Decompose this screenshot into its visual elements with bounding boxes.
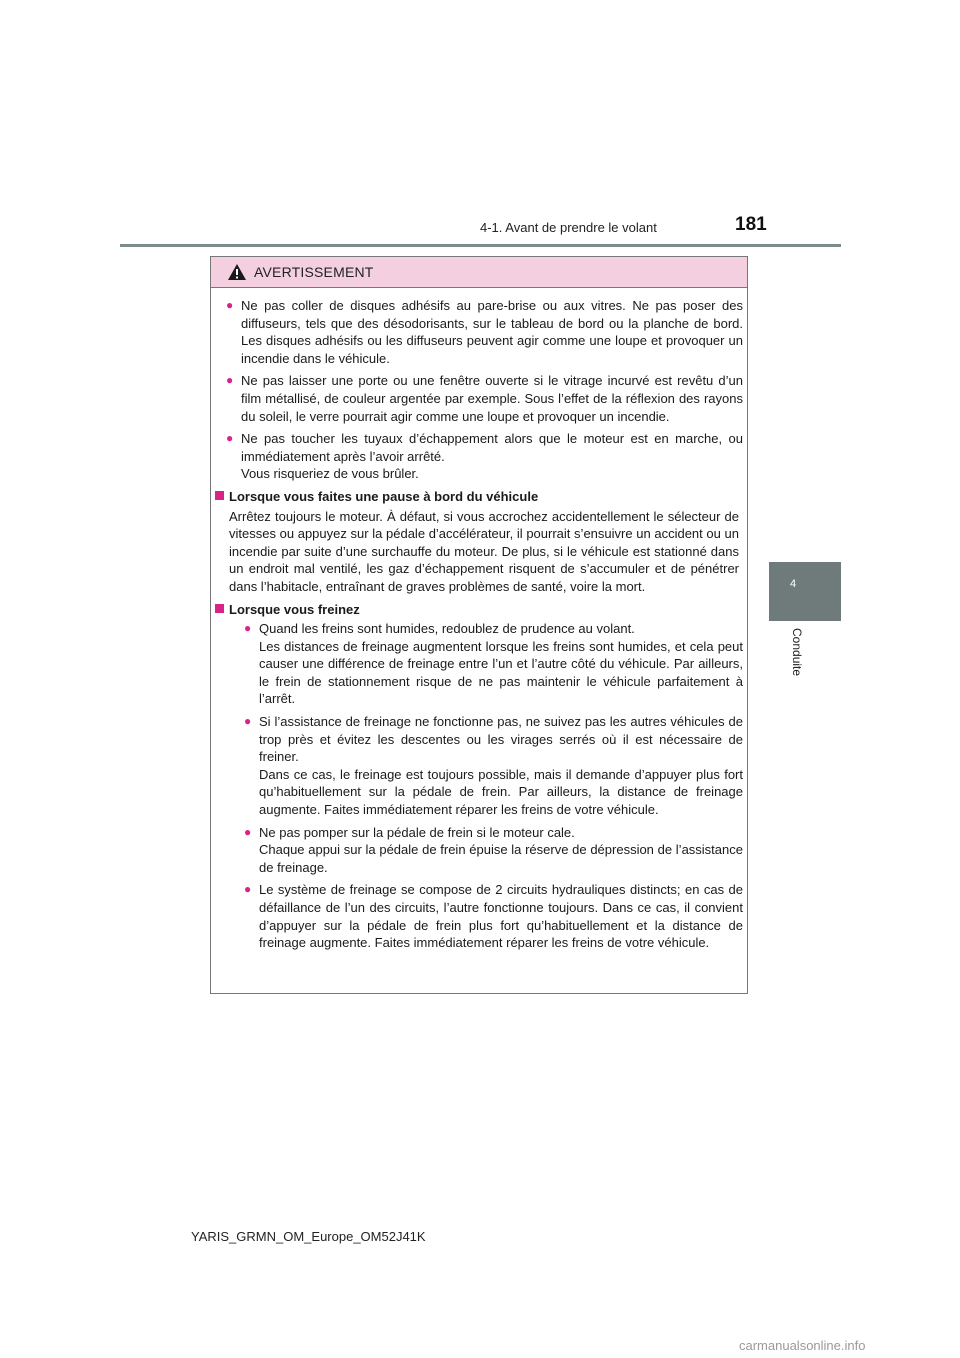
list-item: ● Quand les freins sont humides, redoublez de prudence au volant. Les distances de freinage augmentent lorsque les freins sont humides, et cela peut causer une différence de freinage entre l’un et l’autre côté du véhicule. Par ailleurs, le frein de stationnement risque de ne pas maintenir le véhicule parfaitement à l’arrêt.: [244, 621, 743, 707]
list-item: ● Si l’assistance de freinage ne fonctionne pas, ne suivez pas les autres véhicules de trop près et évitez les descentes ou les virages serrés où il est nécessaire de freiner. Dans ce cas, le freinage est toujours possible, mais il demande d’appuyer plus fort qu’habituellement sur la pédale de frein. Par ailleurs, la distance de freinage augmente. Faites immédiatement réparer les freins de votre véhicule.: [244, 714, 743, 818]
bullet-icon: ●: [244, 621, 252, 636]
bullet-icon: ●: [244, 714, 252, 729]
warning-triangle-icon: [227, 263, 247, 281]
warning-title: AVERTISSEMENT: [254, 264, 374, 280]
document-code: YARIS_GRMN_OM_Europe_OM52J41K: [191, 1229, 426, 1244]
bullet-icon: ●: [226, 431, 234, 446]
list-item: ● Ne pas laisser une porte ou une fenêtre ouverte si le vitrage incurvé est revêtu d’un film métallisé, de couleur argentée par exemple. Sous l’effet de la réflexion des rayons du soleil, le verre pourrait agir comme une loupe et provoquer un incendie.: [226, 373, 743, 424]
section-title: Lorsque vous faites une pause à bord du véhicule: [211, 488, 749, 506]
watermark: carmanualsonline.info: [739, 1338, 866, 1353]
chapter-tab: [769, 562, 841, 621]
bullet-icon: ●: [226, 298, 234, 312]
bullet-icon: ●: [244, 882, 252, 897]
list-item: ● Ne pas pomper sur la pédale de frein si le moteur cale. Chaque appui sur la pédale de frein épuise la réserve de dépression de l’assistance de freinage.: [244, 824, 743, 875]
square-bullet-icon: [215, 604, 224, 613]
section-title: Lorsque vous freinez: [211, 601, 749, 619]
header-divider: [120, 244, 841, 247]
chapter-number: 4: [790, 578, 797, 590]
warning-box: [210, 256, 748, 994]
square-bullet-icon: [215, 491, 224, 500]
list-item: ● Le système de freinage se compose de 2 circuits hydrauliques distincts; en cas de défaillance de l’un des circuits, l’autre fonctionne toujours. Dans ce cas, il convient d’appuyer sur la pédale de frein plus fort qu’habituellement et la distance de freinage augmente. Faites immédiatement réparer les freins de votre véhicule.: [244, 882, 743, 951]
list-item: ● Ne pas toucher les tuyaux d’échappement alors que le moteur est en marche, ou immédiatement après l’avoir arrêté. Vous risqueriez de vous brûler.: [226, 431, 743, 482]
section-body: Arrêtez toujours le moteur. À défaut, si vous accrochez accidentellement le sélecteur de vitesses ou appuyez sur la pédale d’accélérateur, il pourrait s’ensuivre un accident ou un incendie par suite d’une surchauffe du moteur. De plus, si le véhicule est stationné dans un endroit mal ventilé, les gaz d’échappement risquent de s’accumuler et de pénétrer dans l’habitacle, entraînant de graves problèmes de santé, voire la mort.: [229, 508, 739, 594]
warning-content: [211, 297, 749, 957]
list-item: ● Ne pas coller de disques adhésifs au pare-brise ou aux vitres. Ne pas poser des diffuseurs, tels que des désodorisants, sur le tableau de bord ou la planche de bord. Les disques adhésifs ou les diffuseurs peuvent agir comme une loupe et provoquer un incendie dans le véhicule.: [226, 298, 743, 366]
bullet-icon: ●: [244, 824, 252, 839]
warning-header: [211, 257, 747, 288]
bullet-icon: ●: [226, 373, 234, 388]
sub-list: [211, 620, 749, 952]
page-number: 181: [735, 214, 767, 235]
chapter-label: Conduite: [790, 628, 804, 677]
section-heading: 4-1. Avant de prendre le volant: [480, 220, 657, 235]
